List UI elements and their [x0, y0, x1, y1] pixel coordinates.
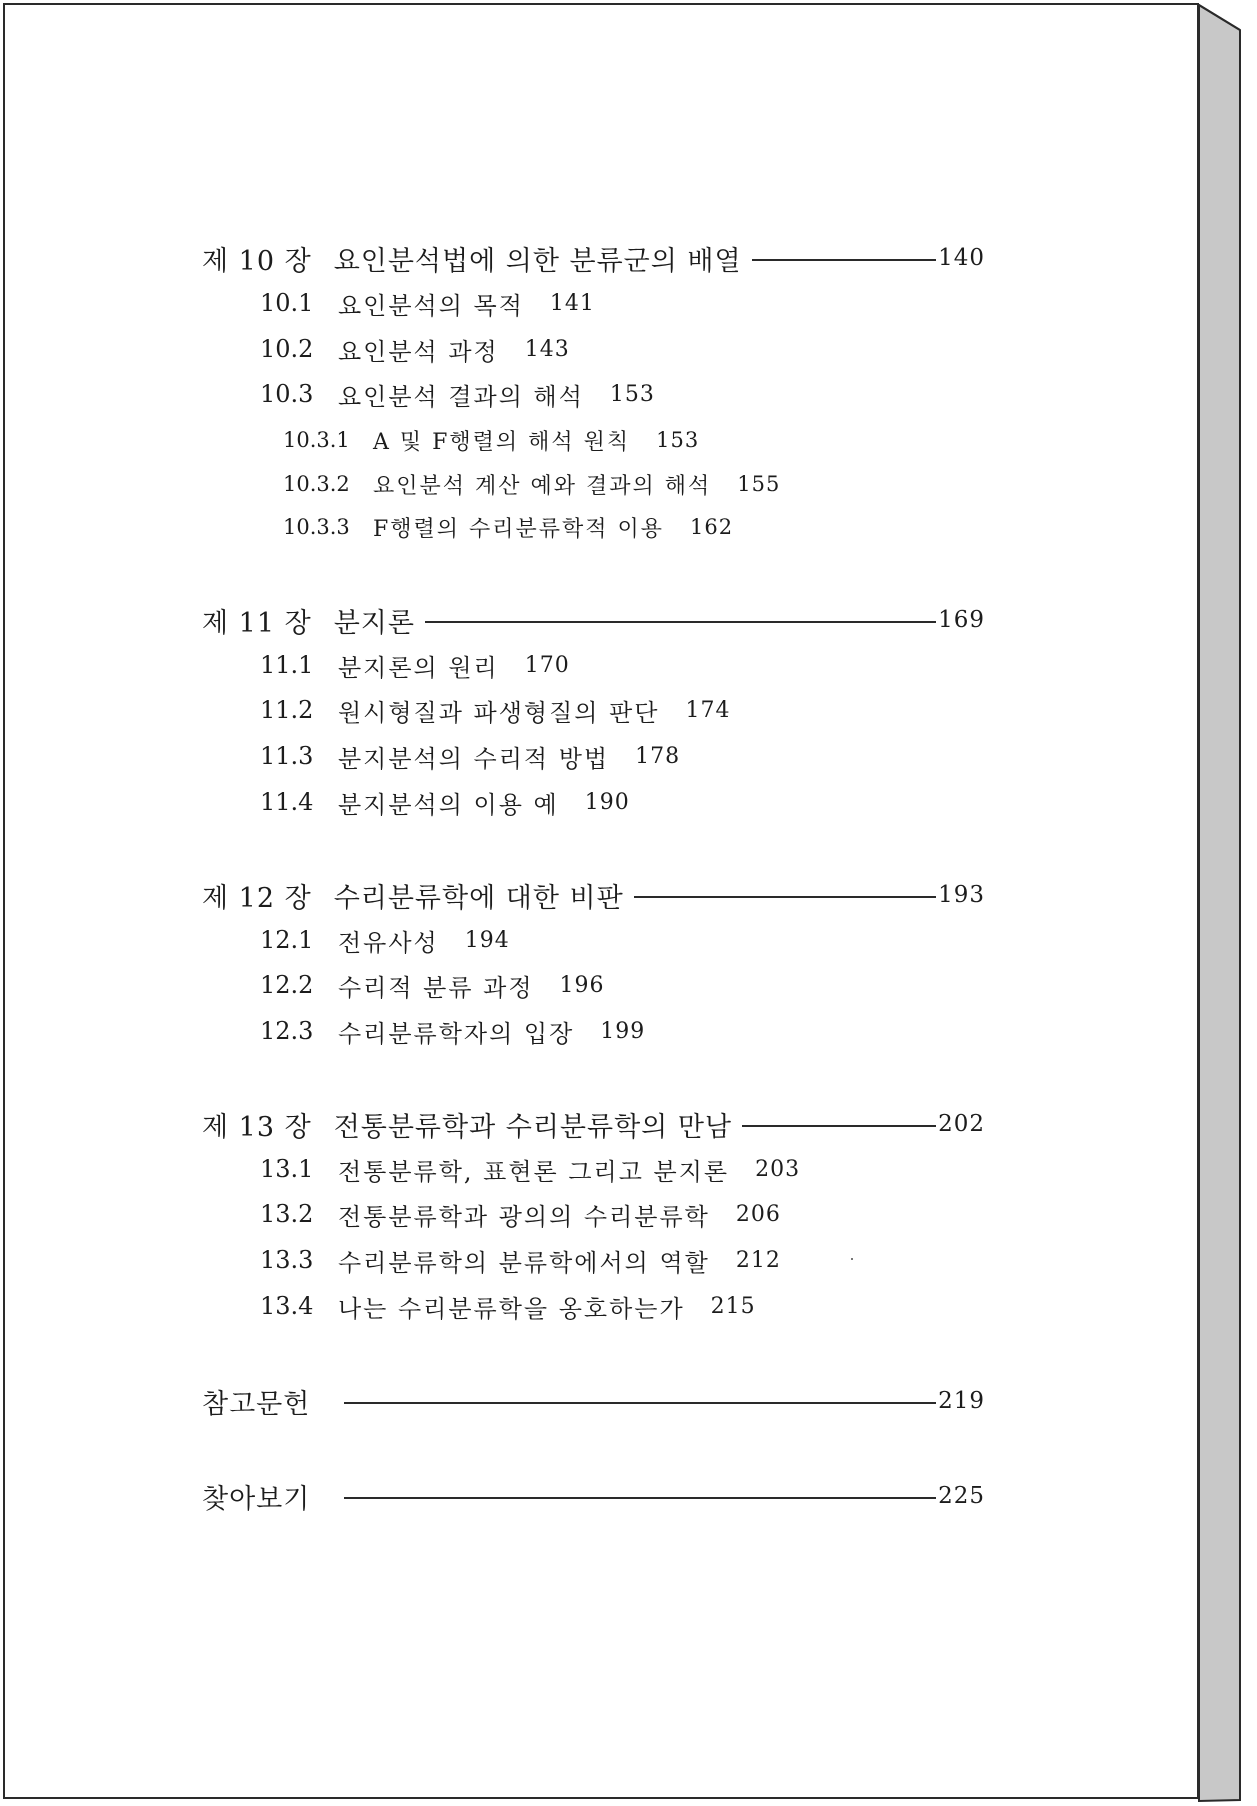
- section-number: 11.1: [260, 651, 314, 679]
- section-entry: [260, 647, 570, 683]
- section-title: 요인분석 과정: [338, 337, 499, 366]
- print-speck: [851, 1258, 853, 1260]
- section-page: 199: [600, 1018, 646, 1044]
- subsection-number: 10.3.2: [283, 472, 350, 496]
- chapter-page: 193: [938, 882, 985, 908]
- subsection-entry: [283, 423, 699, 457]
- section-title: 수리적 분류 과정: [338, 973, 534, 1002]
- section-title: 분지분석의 수리적 방법: [338, 744, 610, 773]
- references-page: 219: [938, 1388, 985, 1414]
- chapter-page: 169: [938, 607, 985, 633]
- subsection-title: A 및 F행렬의 해석 원칙: [373, 429, 631, 455]
- dot-leader: [752, 259, 937, 261]
- section-number: 13.3: [260, 1246, 314, 1274]
- references-title: 참고문헌: [202, 1388, 311, 1420]
- section-page: 190: [584, 789, 630, 815]
- section-number: 13.1: [260, 1155, 314, 1183]
- references-entry: [202, 1381, 985, 1421]
- section-entry: [260, 1288, 756, 1324]
- dot-leader: [634, 896, 936, 898]
- section-page: 174: [685, 697, 731, 723]
- dot-leader: [344, 1402, 936, 1404]
- chapter-10-entry: [202, 238, 985, 278]
- chapter-page: 202: [938, 1111, 985, 1137]
- index-page: 225: [938, 1483, 985, 1509]
- section-title: 요인분석 결과의 해석: [338, 382, 584, 411]
- section-page: 206: [735, 1201, 781, 1227]
- section-number: 10.2: [260, 335, 314, 363]
- section-page: 203: [755, 1156, 801, 1182]
- chapter-title: 분지론: [333, 607, 415, 639]
- section-page: 178: [635, 743, 681, 769]
- section-entry: [260, 738, 680, 774]
- chapter-title: 전통분류학과 수리분류학의 만남: [333, 1111, 732, 1143]
- section-page: 194: [464, 927, 510, 953]
- subsection-page: 153: [656, 428, 700, 452]
- subsection-entry: [283, 467, 780, 501]
- section-title: 요인분석의 목적: [338, 291, 524, 320]
- dot-leader: [425, 621, 936, 623]
- subsection-title: F행렬의 수리분류학적 이용: [373, 516, 665, 542]
- section-entry: [260, 1242, 781, 1278]
- section-number: 12.3: [260, 1017, 314, 1045]
- section-title: 전통분류학, 표현론 그리고 분지론: [338, 1157, 730, 1186]
- subsection-title: 요인분석 계산 예와 결과의 해석: [373, 473, 712, 499]
- section-title: 전통분류학과 광의의 수리분류학: [338, 1202, 710, 1231]
- section-number: 12.2: [260, 971, 314, 999]
- dot-leader: [742, 1125, 936, 1127]
- section-page: 143: [524, 336, 570, 362]
- section-title: 원시형질과 파생형질의 판단: [338, 698, 660, 727]
- section-entry: [260, 331, 570, 367]
- section-page: 170: [524, 652, 570, 678]
- section-entry: [260, 784, 630, 820]
- section-page: 141: [549, 290, 595, 316]
- subsection-page: 155: [737, 472, 781, 496]
- chapter-number: 제 10 장: [202, 245, 312, 277]
- section-entry: [260, 967, 605, 1003]
- chapter-page: 140: [938, 245, 985, 271]
- section-number: 10.1: [260, 289, 314, 317]
- index-title: 찾아보기: [202, 1483, 311, 1515]
- chapter-number: 제 13 장: [202, 1111, 312, 1143]
- section-number: 10.3: [260, 380, 314, 408]
- section-entry: [260, 376, 655, 412]
- chapter-11-entry: [202, 600, 985, 640]
- subsection-number: 10.3.3: [283, 515, 350, 539]
- section-page: 153: [609, 381, 655, 407]
- section-title: 나는 수리분류학을 옹호하는가: [338, 1294, 685, 1323]
- section-number: 11.2: [260, 696, 314, 724]
- dot-leader: [344, 1497, 936, 1499]
- chapter-13-entry: [202, 1104, 985, 1144]
- chapter-title: 요인분석법에 의한 분류군의 배열: [333, 245, 742, 277]
- section-entry: [260, 1196, 781, 1232]
- section-title: 전유사성: [338, 928, 439, 957]
- section-entry: [260, 285, 595, 321]
- chapter-title: 수리분류학에 대한 비판: [333, 882, 624, 914]
- section-entry: [260, 922, 510, 958]
- section-number: 11.4: [260, 788, 314, 816]
- section-number: 12.1: [260, 926, 314, 954]
- chapter-number: 제 12 장: [202, 882, 312, 914]
- section-entry: [260, 1151, 800, 1187]
- section-page: 196: [559, 972, 605, 998]
- section-title: 수리분류학의 분류학에서의 역할: [338, 1248, 710, 1277]
- subsection-entry: [283, 510, 733, 544]
- chapter-number: 제 11 장: [202, 607, 312, 639]
- section-number: 13.4: [260, 1292, 314, 1320]
- section-entry: [260, 692, 730, 728]
- section-number: 11.3: [260, 742, 314, 770]
- subsection-number: 10.3.1: [283, 428, 350, 452]
- chapter-12-entry: [202, 875, 985, 915]
- section-title: 분지분석의 이용 예: [338, 790, 559, 819]
- section-title: 수리분류학자의 입장: [338, 1019, 575, 1048]
- section-page: 215: [710, 1293, 756, 1319]
- section-number: 13.2: [260, 1200, 314, 1228]
- index-entry: [202, 1476, 985, 1516]
- section-entry: [260, 1013, 645, 1049]
- section-title: 분지론의 원리: [338, 653, 499, 682]
- section-page: 212: [735, 1247, 781, 1273]
- subsection-page: 162: [690, 515, 734, 539]
